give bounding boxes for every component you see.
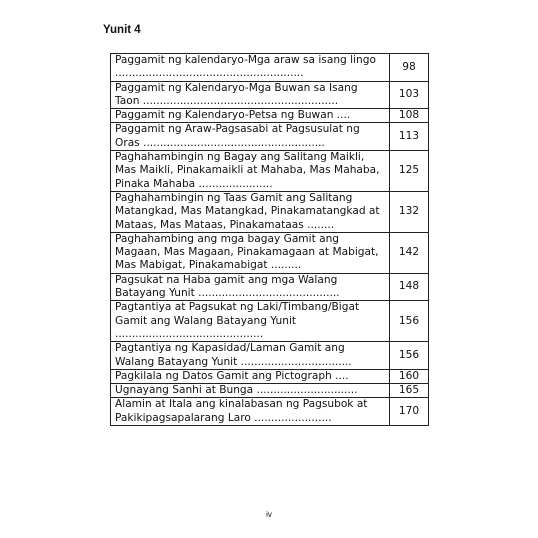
toc-topic: Paggamit ng Kalendaryo-Petsa ng Buwan .... xyxy=(115,109,351,122)
toc-topic: Paggamit ng kalendaryo-Mga araw sa isang lingo ........................................................ xyxy=(115,54,376,80)
toc-page-number: 125 xyxy=(390,151,429,192)
toc-topic-cell xyxy=(111,151,390,192)
toc-row xyxy=(111,273,429,301)
toc-topic: Paggamit ng Araw-Pagsasabi at Pagsusulat ng Oras ...................................................... xyxy=(115,123,360,149)
toc-topic-cell xyxy=(111,81,390,109)
table-of-contents xyxy=(110,53,429,426)
page-folio: iv xyxy=(266,510,272,519)
toc-topic: Alamin at Itala ang kinalabasan ng Pagsubok at Pakikipagsapalarang Laro ....................... xyxy=(115,398,368,424)
toc-row xyxy=(111,369,429,383)
toc-page-number: 108 xyxy=(390,109,429,123)
toc-topic: Pagsukat na Haba gamit ang mga Walang Batayang Yunit .......................................... xyxy=(115,273,340,300)
toc-topic: Paghahambing ang mga bagay Gamit ang Magaan, Mas Magaan, Pinakamagaan at Mabigat, Mas Mabigat, Pinakamabigat ......... xyxy=(115,232,379,272)
toc-page-number: 156 xyxy=(390,342,429,370)
toc-topic: Pagtantiya at Pagsukat ng Laki/Timbang/Bigat Gamit ang Walang Batayang Yunit ............................................ xyxy=(115,301,360,340)
toc-row xyxy=(111,151,429,192)
toc-row xyxy=(111,384,429,398)
toc-page-number: 142 xyxy=(390,232,429,273)
toc-topic: Paghahambingin ng Taas Gamit ang Salitang Matangkad, Mas Matangkad, Pinakamatangkad at Mataas, Mas Mataas, Pinakamataas ........ xyxy=(115,191,380,231)
toc-topic: Paggamit ng Kalendaryo-Mga Buwan sa Isang Taon .......................................................... xyxy=(115,81,358,107)
toc-topic: Pagkilala ng Datos Gamit ang Pictograph .... xyxy=(115,369,349,382)
toc-row xyxy=(111,191,429,232)
toc-topic-cell xyxy=(111,109,390,123)
toc-topic-cell xyxy=(111,273,390,301)
toc-row xyxy=(111,301,429,342)
toc-topic: Pagtantiya ng Kapasidad/Laman Gamit ang Walang Batayang Yunit ................................. xyxy=(115,342,352,368)
toc-page-number: 170 xyxy=(390,398,429,426)
toc-page-number: 156 xyxy=(390,301,429,342)
toc-topic-cell xyxy=(111,342,390,370)
toc-topic-cell xyxy=(111,232,390,273)
toc-topic-cell xyxy=(111,369,390,383)
toc-topic-cell xyxy=(111,384,390,398)
toc-topic-cell xyxy=(111,398,390,426)
toc-row xyxy=(111,398,429,426)
toc-page-number: 165 xyxy=(390,384,429,398)
toc-topic-cell xyxy=(111,191,390,232)
toc-page-number: 113 xyxy=(390,123,429,151)
unit-heading: Yunit 4 xyxy=(103,24,141,36)
toc-topic-cell xyxy=(111,301,390,342)
toc-page-number: 148 xyxy=(390,273,429,301)
toc-row xyxy=(111,109,429,123)
toc-row xyxy=(111,232,429,273)
toc-topic-cell xyxy=(111,54,390,82)
toc-topic: Paghahambingin ng Bagay ang Salitang Maikli, Mas Maikli, Pinakamaikli at Mahaba, Mas Mahaba, Pinaka Mahaba ...................... xyxy=(115,151,380,190)
toc-row xyxy=(111,54,429,82)
toc-page-number: 98 xyxy=(390,54,429,82)
toc-topic: Ugnayang Sanhi at Bunga .............................. xyxy=(115,384,358,397)
toc-row xyxy=(111,123,429,151)
toc-page-number: 132 xyxy=(390,191,429,232)
toc-page-number: 160 xyxy=(390,369,429,383)
toc-topic-cell xyxy=(111,123,390,151)
toc-row xyxy=(111,81,429,109)
toc-row xyxy=(111,342,429,370)
toc-page-number: 103 xyxy=(390,81,429,109)
